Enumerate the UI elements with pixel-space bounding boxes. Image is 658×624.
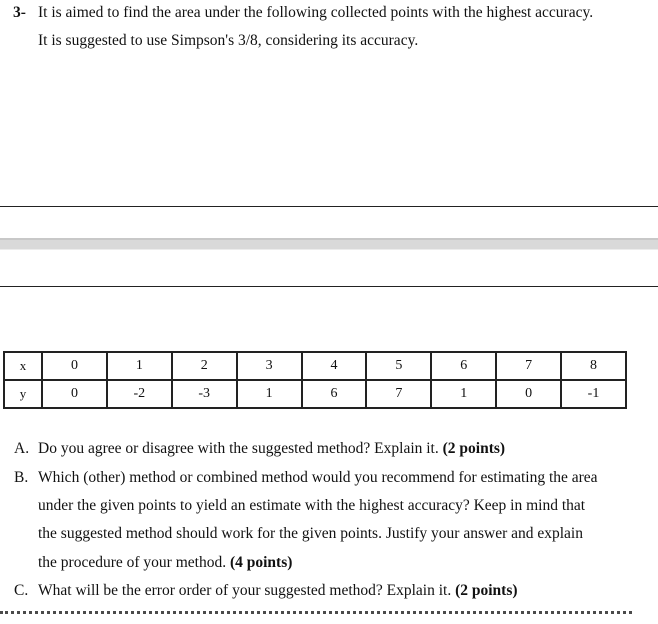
table-cell: -1 xyxy=(561,380,626,408)
divider-middle xyxy=(0,238,658,250)
item-b-line-2: under the given points to yield an estimate with the highest accuracy? Keep in mind that xyxy=(38,497,586,514)
table-cell: -3 xyxy=(172,380,237,408)
item-c-points: (2 points) xyxy=(455,582,518,599)
item-c-letter: C. xyxy=(14,582,29,599)
table-cell: 0 xyxy=(496,380,561,408)
table-cell: 7 xyxy=(366,380,431,408)
item-b-points: (4 points) xyxy=(229,554,293,571)
table-header-x: x xyxy=(4,352,42,380)
item-c-text: What will be the error order of your suggested method? Explain it. xyxy=(38,582,452,599)
table-cell: 7 xyxy=(496,352,561,380)
table-cell: 5 xyxy=(366,352,431,380)
table-cell: 1 xyxy=(237,380,302,408)
table-cell: 0 xyxy=(42,380,107,408)
item-b-line-3: the suggested method should work for the given points. Justify your answer and explain xyxy=(38,525,583,542)
table-cell: 1 xyxy=(431,380,496,408)
item-a-text: Do you agree or disagree with the suggested method? Explain it. xyxy=(38,440,439,457)
table-header-y: y xyxy=(4,380,42,408)
divider-bottom xyxy=(0,286,658,287)
table-cell: 6 xyxy=(302,380,367,408)
question-text-line-2: It is suggested to use Simpson's 3/8, considering its accuracy. xyxy=(38,32,419,49)
table-cell: 8 xyxy=(561,352,626,380)
table-cell: 2 xyxy=(172,352,237,380)
table-cell: 0 xyxy=(42,352,107,380)
item-b xyxy=(14,469,598,487)
question-number: 3- xyxy=(13,4,26,21)
item-b-line-4-wrap xyxy=(38,554,292,572)
item-a xyxy=(14,440,505,458)
item-a-letter: A. xyxy=(14,440,30,457)
item-b-letter: B. xyxy=(14,469,29,486)
item-b-line-4: the procedure of your method. xyxy=(38,554,227,571)
item-a-points: (2 points) xyxy=(442,440,506,457)
divider-top xyxy=(0,206,658,207)
item-c xyxy=(14,582,518,600)
table-cell: 1 xyxy=(107,352,172,380)
table-cell: 4 xyxy=(302,352,367,380)
dotted-separator xyxy=(0,611,632,614)
table-cell: 6 xyxy=(431,352,496,380)
table-row-y xyxy=(4,380,626,408)
table-cell: -2 xyxy=(107,380,172,408)
table-cell: 3 xyxy=(237,352,302,380)
question-text-line-1: It is aimed to find the area under the following collected points with the highest accuracy. xyxy=(38,4,594,21)
item-b-line-1: Which (other) method or combined method would you recommend for estimating the area xyxy=(38,469,598,486)
table-row-x xyxy=(4,352,626,380)
data-table xyxy=(3,351,627,409)
